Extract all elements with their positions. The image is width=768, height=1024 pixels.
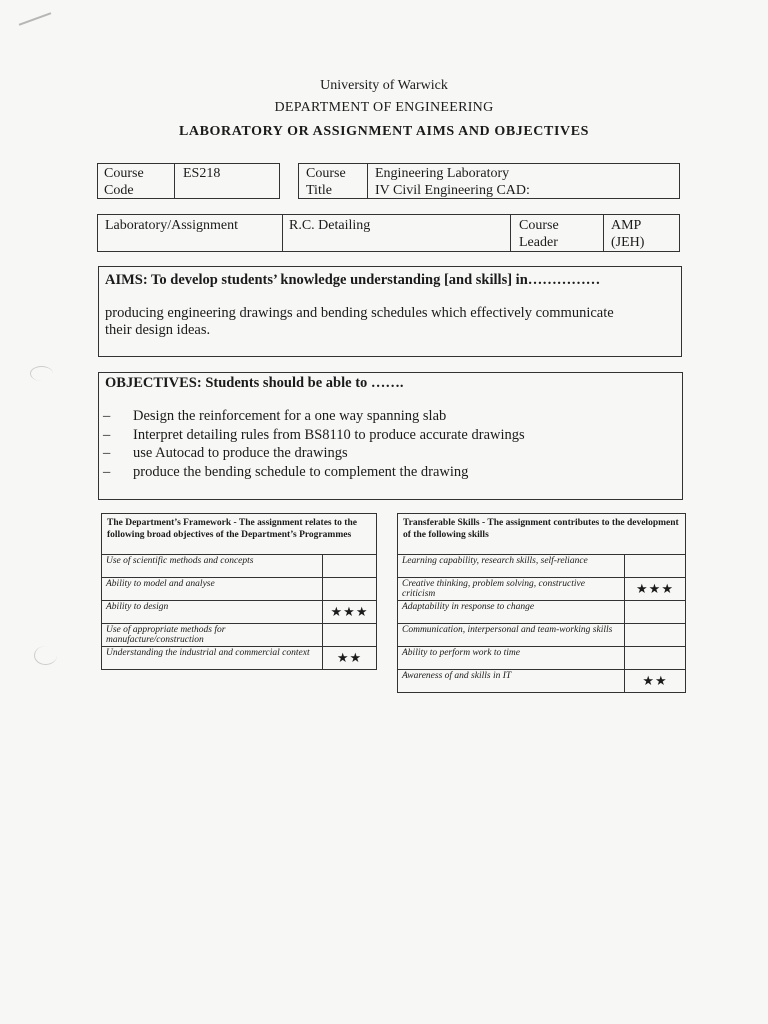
table-row <box>398 624 686 647</box>
table-row <box>398 601 686 624</box>
skills-item-rating <box>625 555 686 578</box>
document-title: LABORATORY OR ASSIGNMENT AIMS AND OBJECTIVES <box>178 124 590 139</box>
objective-item: – Design the reinforcement for a one way spanning slab <box>103 408 447 424</box>
table-row <box>102 601 377 624</box>
skills-item-label: Communication, interpersonal and team-working skills <box>398 624 625 647</box>
framework-item-rating: ★★★ <box>323 601 377 624</box>
skills-item-rating: ★★ <box>625 670 686 693</box>
framework-item-label: Use of appropriate methods for manufacture/construction <box>102 624 323 647</box>
laboratory-row <box>97 214 680 252</box>
objectives-box <box>98 372 683 500</box>
skills-item-rating <box>625 624 686 647</box>
course-title-label-line1: Course <box>306 166 346 181</box>
objectives-list <box>103 407 525 481</box>
skills-item-rating <box>625 647 686 670</box>
table-row <box>398 647 686 670</box>
aims-box <box>98 266 682 357</box>
course-title-box <box>298 163 680 199</box>
aims-body-line2: their design ideas. <box>105 322 211 338</box>
skills-item-rating: ★★★ <box>625 578 686 601</box>
table-row <box>102 555 377 578</box>
aims-body-line1: producing engineering drawings and bending schedules which effectively communicate <box>105 305 614 321</box>
course-code-box <box>97 163 280 199</box>
course-leader-label-line1: Course <box>519 218 559 233</box>
framework-item-label: Use of scientific methods and concepts <box>102 555 323 578</box>
laboratory-label: Laboratory/Assignment <box>105 218 238 233</box>
skills-item-rating <box>625 601 686 624</box>
course-title-value-line1: Engineering Laboratory <box>375 166 510 181</box>
table-row <box>102 578 377 601</box>
skills-item-label: Awareness of and skills in IT <box>398 670 625 693</box>
table-row <box>398 670 686 693</box>
framework-table <box>101 513 377 670</box>
skills-header: Transferable Skills - The assignment contributes to the development of the following skills <box>398 514 686 555</box>
objective-item: – use Autocad to produce the drawings <box>103 445 348 461</box>
table-row <box>398 578 686 601</box>
course-code-label-line2: Code <box>104 183 134 198</box>
course-leader-label-line2: Leader <box>519 235 558 250</box>
objective-item: – produce the bending schedule to complement the drawing <box>103 463 469 480</box>
framework-header: The Department’s Framework - The assignment relates to the following broad objectives of the Department’s Programmes <box>102 514 377 555</box>
course-code-label-line1: Course <box>104 166 144 181</box>
course-leader-value-line1: AMP <box>611 218 642 233</box>
skills-item-label: Creative thinking, problem solving, constructive criticism <box>398 578 625 601</box>
course-leader-value-line2: (JEH) <box>611 235 645 250</box>
framework-item-label: Understanding the industrial and commercial context <box>102 647 323 670</box>
framework-item-label: Ability to design <box>102 601 323 624</box>
department-name: DEPARTMENT OF ENGINEERING <box>274 100 494 115</box>
table-row <box>102 624 377 647</box>
table-row <box>102 647 377 670</box>
university-name: University of Warwick <box>320 78 448 93</box>
course-title-label-line2: Title <box>306 183 332 198</box>
punch-hole-mark <box>30 366 53 381</box>
framework-item-rating: ★★ <box>323 647 377 670</box>
course-code-value: ES218 <box>183 166 221 181</box>
laboratory-value: R.C. Detailing <box>289 218 371 233</box>
framework-item-label: Ability to model and analyse <box>102 578 323 601</box>
course-title-value-line2: IV Civil Engineering CAD: <box>375 183 530 198</box>
objectives-heading: OBJECTIVES: Students should be able to ……. <box>105 375 404 391</box>
framework-item-rating <box>323 578 377 601</box>
skills-item-label: Learning capability, research skills, self-reliance <box>398 555 625 578</box>
framework-item-rating <box>323 555 377 578</box>
table-row <box>398 555 686 578</box>
skills-table <box>397 513 686 693</box>
skills-item-label: Ability to perform work to time <box>398 647 625 670</box>
framework-item-rating <box>323 624 377 647</box>
punch-hole-mark <box>34 646 57 665</box>
aims-heading: AIMS: To develop students’ knowledge understanding [and skills] in…………… <box>105 272 601 288</box>
objective-item: – Interpret detailing rules from BS8110 to produce accurate drawings <box>103 426 525 443</box>
skills-item-label: Adaptability in response to change <box>398 601 625 624</box>
scan-mark <box>19 12 52 26</box>
